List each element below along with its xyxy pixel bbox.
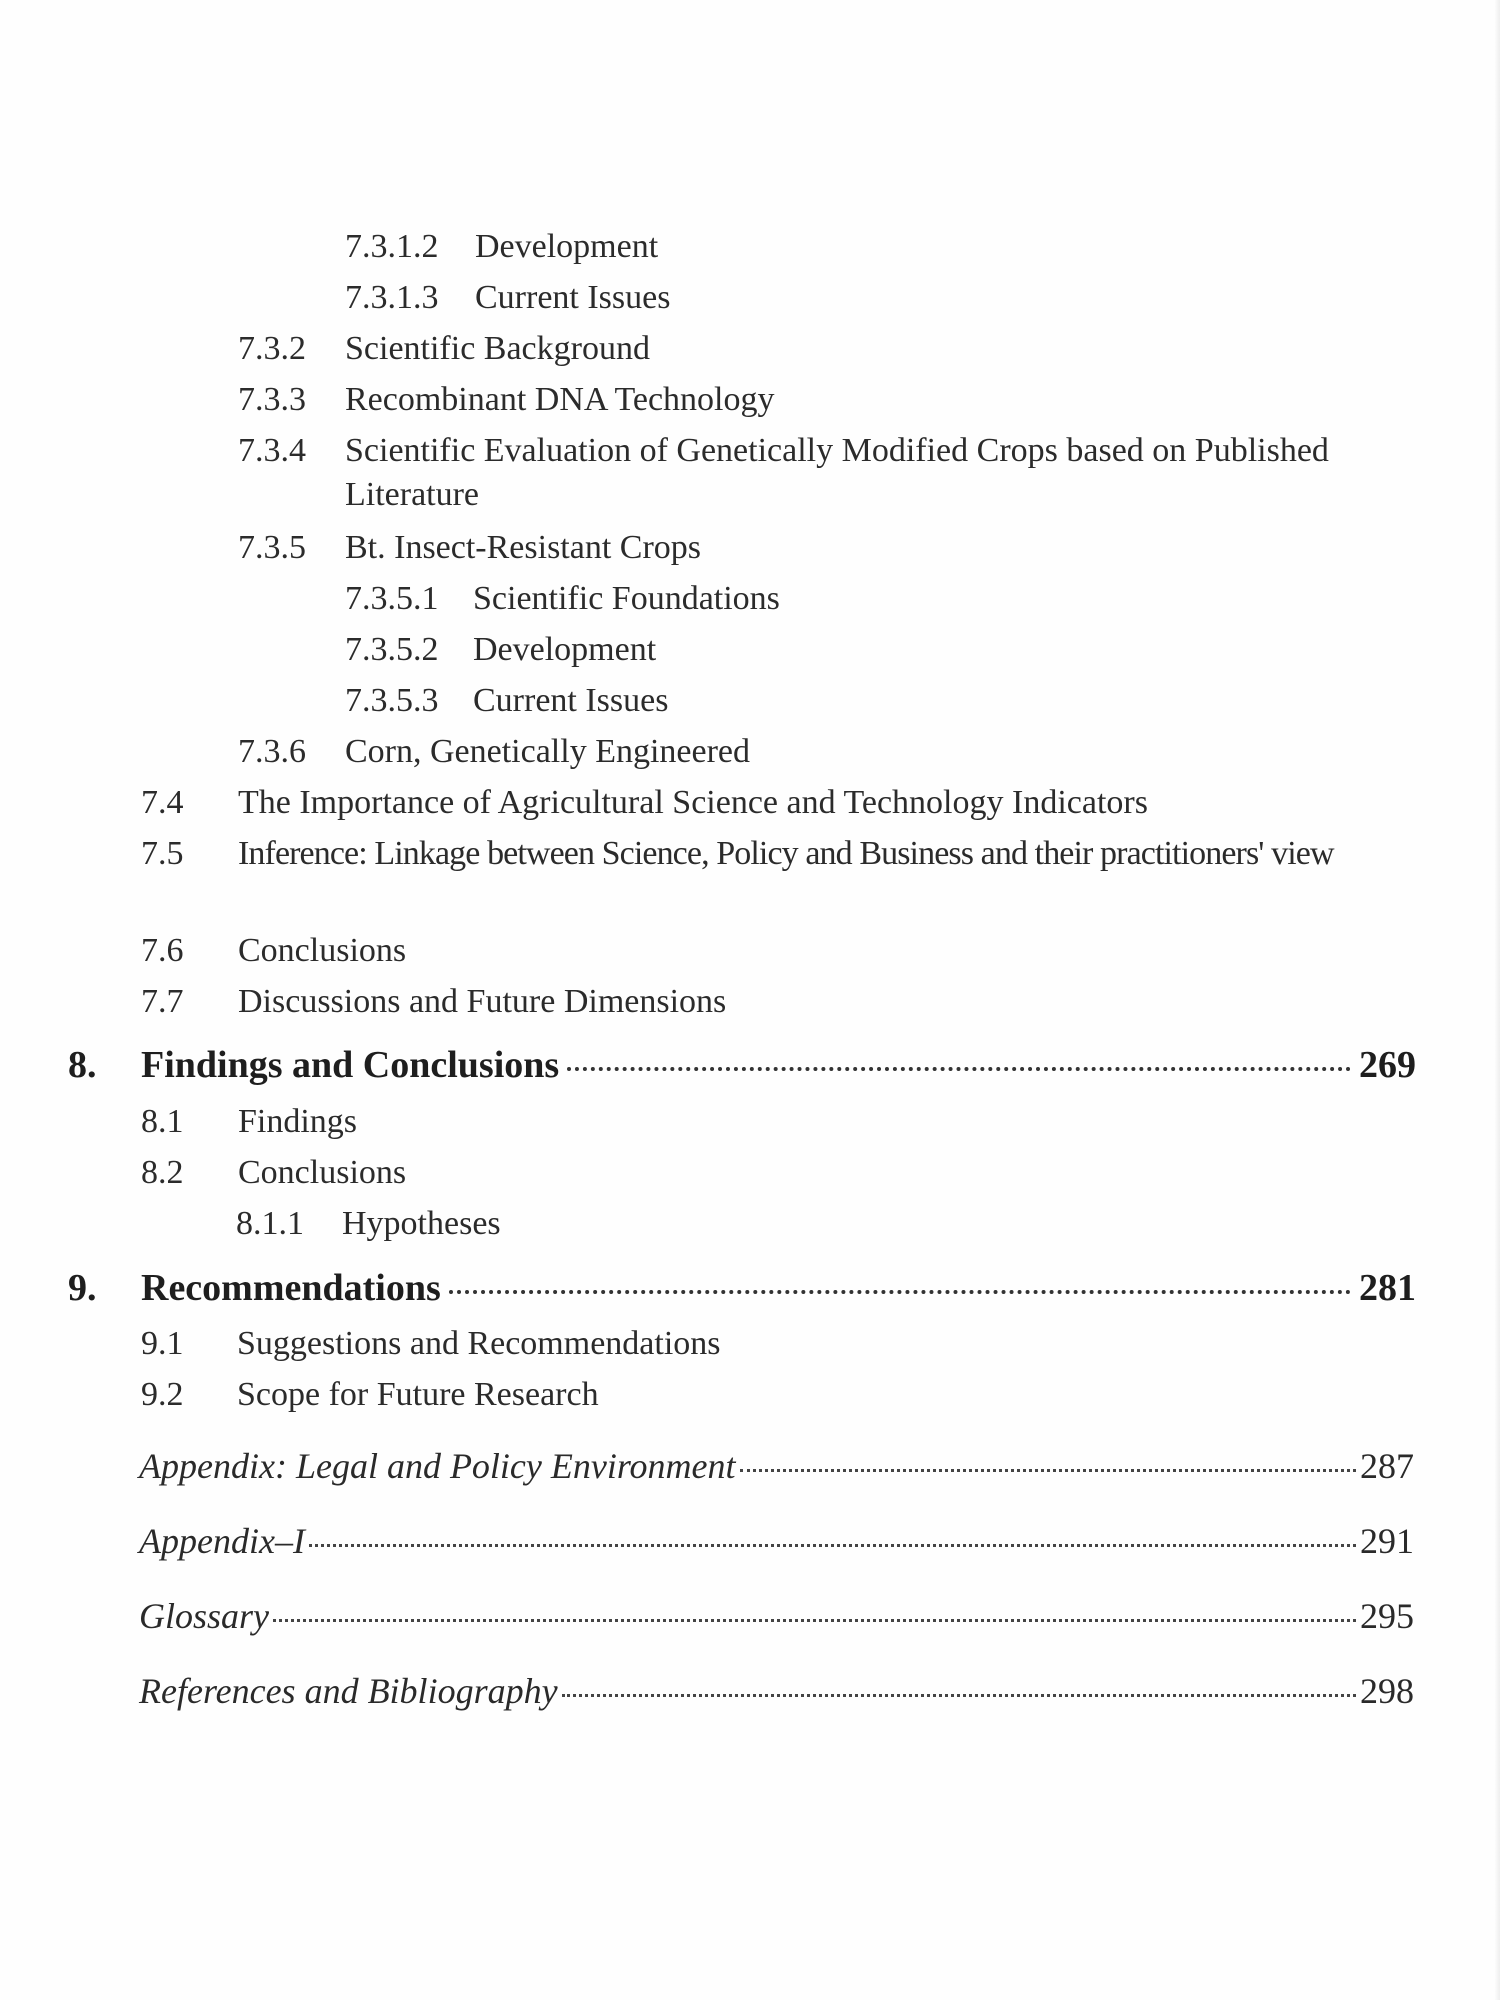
toc-entry-title: Current Issues: [473, 682, 669, 719]
toc-entry-number: 7.3.1.3: [345, 279, 439, 316]
dot-leader: [449, 1290, 1351, 1294]
toc-entry-number: 7.3.2: [238, 330, 306, 367]
dot-leader: [309, 1544, 1356, 1547]
toc-entry-title: Hypotheses: [342, 1205, 501, 1242]
toc-entry-number: 7.3.3: [238, 381, 306, 418]
toc-entry-7-5: [141, 832, 1426, 922]
toc-entry-number: 7.3.5.2: [345, 631, 439, 668]
toc-entry-number: 7.6: [141, 932, 184, 969]
toc-entry-title: The Importance of Agricultural Science and Technology Indicators: [238, 784, 1148, 821]
toc-glossary: [139, 1595, 1414, 1637]
toc-entry-title: Inference: Linkage between Science, Policy and Business and their practitioners' view: [238, 835, 1334, 872]
toc-entry-title: Scope for Future Research: [237, 1376, 599, 1413]
toc-entry-title: Scientific Foundations: [473, 580, 780, 617]
dot-leader: [567, 1067, 1351, 1071]
toc-chapter-8: [68, 1043, 1416, 1087]
toc-entry-number: 7.3.5.3: [345, 682, 439, 719]
toc-entry-title: Scientific Background: [345, 330, 650, 367]
appendix-title: Appendix: Legal and Policy Environment: [139, 1446, 736, 1486]
toc-entry-number: 7.3.4: [238, 432, 306, 469]
toc-appendix-1: [139, 1520, 1414, 1562]
toc-entry-title: Recombinant DNA Technology: [345, 381, 775, 418]
chapter-page-number: 269: [1359, 1044, 1416, 1086]
toc-entry-number: 7.5: [141, 835, 184, 872]
appendix-page-number: 291: [1360, 1521, 1414, 1561]
toc-entry-title: Development: [473, 631, 657, 668]
references-title: References and Bibliography: [139, 1671, 558, 1711]
toc-entry-number: 9.1: [141, 1325, 184, 1362]
toc-chapter-9: [68, 1266, 1416, 1310]
chapter-number: 9.: [68, 1267, 97, 1309]
toc-entry-title: Scientific Evaluation of Genetically Modified Crops based on Published Literature: [345, 432, 1329, 513]
appendix-page-number: 287: [1360, 1446, 1414, 1486]
toc-entry-number: 7.4: [141, 784, 184, 821]
toc-entry-title: Development: [475, 228, 659, 265]
chapter-number: 8.: [68, 1044, 97, 1086]
toc-entry-title: Conclusions: [238, 932, 407, 969]
toc-references: [139, 1670, 1414, 1712]
toc-entry-title: Findings: [238, 1103, 358, 1140]
toc-entry-number: 7.3.5: [238, 529, 306, 566]
toc-entry-title: Current Issues: [475, 279, 671, 316]
dot-leader: [273, 1619, 1356, 1622]
toc-entry-number: 8.1: [141, 1103, 184, 1140]
chapter-title: Recommendations: [141, 1267, 441, 1309]
toc-entry-number: 9.2: [141, 1376, 184, 1413]
toc-entry-number: 8.2: [141, 1154, 184, 1191]
chapter-title: Findings and Conclusions: [141, 1044, 560, 1086]
glossary-page-number: 295: [1360, 1596, 1414, 1636]
toc-entry-title: Discussions and Future Dimensions: [238, 983, 727, 1020]
page-edge-shadow: [1494, 0, 1500, 2000]
toc-entry-number: 7.3.5.1: [345, 580, 439, 617]
toc-entry-7-3-4: [238, 429, 1418, 519]
toc-entry-number: 7.3.6: [238, 733, 306, 770]
dot-leader: [740, 1469, 1356, 1472]
dot-leader: [562, 1694, 1356, 1697]
glossary-title: Glossary: [139, 1596, 270, 1636]
toc-entry-number: 7.7: [141, 983, 184, 1020]
references-page-number: 298: [1360, 1671, 1414, 1711]
chapter-page-number: 281: [1359, 1267, 1416, 1309]
toc-entry-number: 7.3.1.2: [345, 228, 439, 265]
appendix-title: Appendix–I: [139, 1521, 305, 1561]
toc-entry-title: Corn, Genetically Engineered: [345, 733, 751, 770]
toc-entry-number: 8.1.1: [236, 1205, 304, 1242]
toc-entry-title: Bt. Insect-Resistant Crops: [345, 529, 702, 566]
toc-entry-title: Suggestions and Recommendations: [237, 1325, 721, 1362]
toc-entry-title: Conclusions: [238, 1154, 407, 1191]
toc-appendix-legal: [139, 1445, 1414, 1487]
